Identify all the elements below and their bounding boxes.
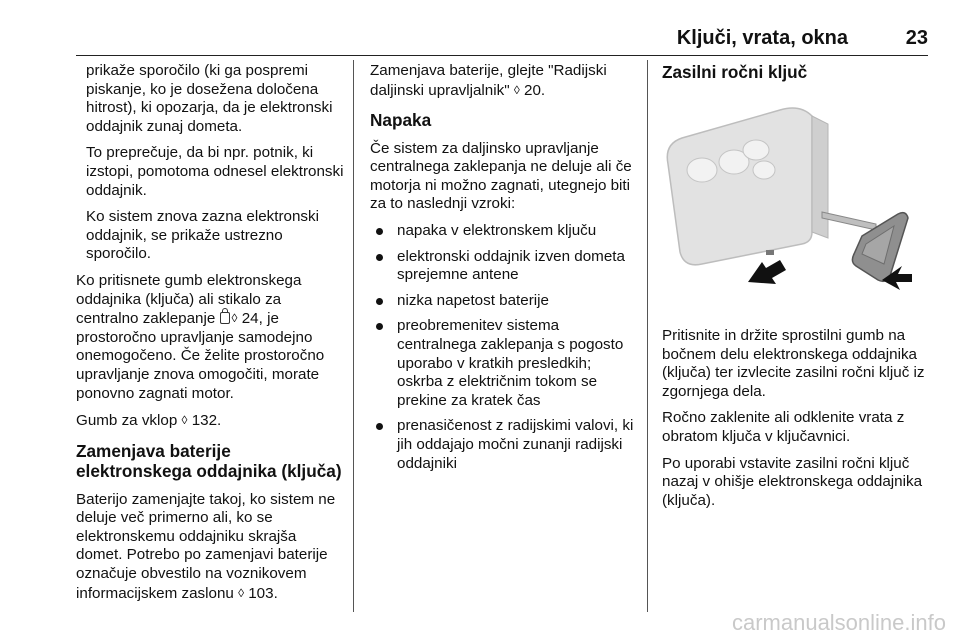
- lock-icon: [220, 312, 230, 324]
- column-divider-2: [647, 60, 648, 612]
- page-reference-link[interactable]: 24: [241, 310, 259, 328]
- page-number: 23: [905, 27, 928, 49]
- section-heading: Napaka: [370, 110, 432, 131]
- paragraph: To preprečuje, da bi npr. potnik, ki izstopi, pomotoma odnesel elektronski oddajnik.: [86, 144, 344, 199]
- emergency-key-blade: [822, 212, 876, 230]
- page-reference-link[interactable]: 20: [524, 81, 541, 99]
- watermark: carmanualsonline.info: [731, 610, 946, 635]
- key-card-body: [667, 108, 812, 265]
- column-divider-1: [353, 60, 354, 612]
- key-button: [753, 161, 775, 179]
- section-heading: Zamenjava baterije elektronskega oddajnika (ključa): [76, 440, 342, 482]
- paragraph: Pritisnite in držite sprostilni gumb na bočnem delu elektronskega oddajnika (ključa) ter izvlecite zasilni ročni ključ iz zgornjega dela.: [662, 327, 925, 400]
- paragraph: Baterijo zamenjajte takoj, ko sistem ne deluje več primerno ali, ko se elektronskemu oddajniku skrajša domet. Potrebo po zamenjavi baterije označuje obvestilo na voznikovem informacijskem zaslonu ◊ 103.: [76, 490, 336, 602]
- paragraph: Zamenjava baterije, glejte "Radijski daljinski upravljalnik" ◊ 20.: [370, 62, 607, 99]
- key-button: [743, 140, 769, 160]
- release-button: [766, 250, 774, 255]
- press-arrow-icon: [748, 260, 786, 284]
- list-item: napaka v elektronskem ključu: [370, 222, 638, 241]
- page-reference-link[interactable]: 103: [248, 584, 274, 602]
- list-item: nizka napetost baterije: [370, 292, 638, 311]
- paragraph: Če sistem za daljinsko upravljanje centralnega zaklepanja ne deluje ali če motorja ni možno zagnati, utegnejo biti za to naslednji vzroki:: [370, 139, 632, 213]
- section-title: Ključi, vrata, okna: [676, 27, 848, 49]
- key-card-illustration: [662, 104, 926, 304]
- reference-arrow-icon: ◊: [513, 82, 520, 97]
- list-item: prenasičenost z radijskimi valovi, ki jih oddajajo močni zunanji radijski oddajniki: [370, 417, 638, 473]
- column-3: [662, 62, 930, 518]
- reference-arrow-icon: ◊: [231, 311, 238, 326]
- section-heading: Zasilni ročni ključ: [662, 62, 808, 82]
- column-2: [370, 62, 638, 480]
- bullet-icon: [376, 254, 383, 261]
- bullet-icon: [376, 298, 383, 305]
- key-button: [687, 158, 717, 182]
- list-item: elektronski oddajnik izven dometa sprejemne antene: [370, 248, 638, 285]
- key-card-side: [812, 116, 828, 238]
- paragraph: prikaže sporočilo (ki ga pospremi piskanje, ko je dosežena določena hitrost), ki opozarja, da je elektronski oddajnik zunaj dometa.: [86, 62, 333, 135]
- paragraph: Ko pritisnete gumb elektronskega oddajnika (ključa) ali stikalo za centralno zaklepanje ◊ 24, je prostoročno upravljanje samodejno onemogočeno. Če želite prostoročno upravljanje znova omogočiti, morate ponovno zagnati motor.: [76, 271, 325, 402]
- page-header: [76, 22, 928, 56]
- reference-arrow-icon: ◊: [238, 585, 244, 600]
- bullet-icon: [376, 423, 383, 430]
- bullet-icon: [376, 323, 383, 330]
- paragraph: Ročno zaklenite ali odklenite vrata z obratom ključa v ključavnici.: [662, 409, 905, 446]
- header-rule: [76, 55, 928, 56]
- column-1: [76, 62, 344, 611]
- paragraph: Po uporabi vstavite zasilni ročni ključ nazaj v ohišje elektronskega oddajnika (ključa).: [662, 454, 923, 509]
- paragraph: Ko sistem znova zazna elektronski oddajnik, se prikaže ustrezno sporočilo.: [86, 208, 319, 263]
- bullet-icon: [376, 228, 383, 235]
- paragraph: Gumb za vklop ◊ 132.: [76, 412, 222, 430]
- page-reference-link[interactable]: 132: [191, 412, 218, 430]
- reference-arrow-icon: ◊: [181, 413, 188, 428]
- list-item: preobremenitev sistema centralnega zaklepanja s pogosto uporabo v kratkih presledkih; oskrba z električnim tokom se prekine za kratek čas: [370, 317, 638, 410]
- cause-list: [370, 222, 638, 473]
